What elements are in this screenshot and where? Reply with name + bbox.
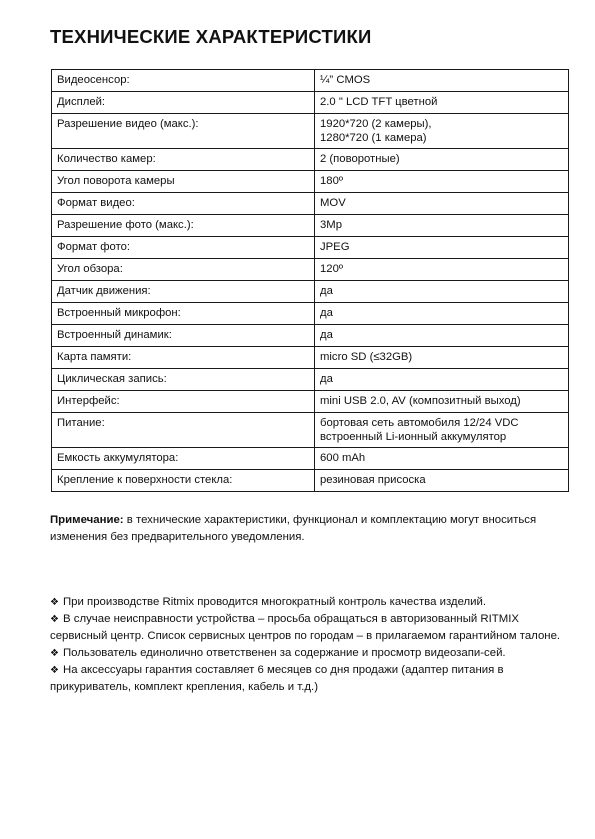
spec-key: Встроенный микрофон: <box>52 303 315 325</box>
warranty-bullet-item <box>50 594 572 611</box>
spec-value: JPEG <box>315 237 569 259</box>
spec-value: да <box>315 325 569 347</box>
warranty-bullet-item <box>50 662 572 695</box>
spec-key: Видеосенсор: <box>52 70 315 92</box>
spec-key: Формат фото: <box>52 237 315 259</box>
spec-row <box>52 114 569 149</box>
diamond-bullet-icon: ❖ <box>50 647 59 659</box>
spec-row <box>52 325 569 347</box>
spec-value: micro SD (≤32GB) <box>315 347 569 369</box>
spec-value: 2 (поворотные) <box>315 149 569 171</box>
spec-value: MOV <box>315 193 569 215</box>
warranty-bullet-list <box>50 594 572 695</box>
note-label: Примечание: <box>50 514 124 526</box>
spec-key: Карта памяти: <box>52 347 315 369</box>
spec-row <box>52 281 569 303</box>
spec-value: да <box>315 281 569 303</box>
spec-key: Угол поворота камеры <box>52 171 315 193</box>
spec-row <box>52 259 569 281</box>
spec-row <box>52 70 569 92</box>
spec-key: Формат видео: <box>52 193 315 215</box>
spec-value: 2.0 " LCD TFT цветной <box>315 92 569 114</box>
spec-key: Питание: <box>52 413 315 448</box>
spec-row <box>52 470 569 492</box>
spec-row <box>52 391 569 413</box>
spec-value: mini USB 2.0, AV (композитный выход) <box>315 391 569 413</box>
warranty-bullet-text: При производстве Ritmix проводится многократный контроль качества изделий. <box>63 596 487 608</box>
warranty-bullet-item <box>50 611 572 644</box>
spec-value: да <box>315 369 569 391</box>
spec-key: Крепление к поверхности стекла: <box>52 470 315 492</box>
spec-key: Угол обзора: <box>52 259 315 281</box>
spec-key: Разрешение фото (макс.): <box>52 215 315 237</box>
warranty-bullet-text: Пользователь единолично ответственен за содержание и просмотр видеозапи-сей. <box>63 646 506 659</box>
spec-row <box>52 171 569 193</box>
spec-key: Емкость аккумулятора: <box>52 448 315 470</box>
note-paragraph <box>50 512 570 545</box>
spec-value: ¼” CMOS <box>315 70 569 92</box>
spec-key: Циклическая запись: <box>52 369 315 391</box>
spec-key: Количество камер: <box>52 149 315 171</box>
spec-value: 600 mAh <box>315 448 569 470</box>
spec-key: Дисплей: <box>52 92 315 114</box>
spec-value: 120º <box>315 259 569 281</box>
spec-row <box>52 215 569 237</box>
spec-key: Встроенный динамик: <box>52 325 315 347</box>
spec-row <box>52 303 569 325</box>
spec-value: да <box>315 303 569 325</box>
spec-row <box>52 347 569 369</box>
specs-table-body <box>52 70 569 492</box>
specs-table <box>51 69 569 492</box>
spec-row <box>52 413 569 448</box>
spec-row <box>52 448 569 470</box>
spec-key: Датчик движения: <box>52 281 315 303</box>
spec-key: Разрешение видео (макс.): <box>52 114 315 149</box>
spec-row <box>52 369 569 391</box>
note-text: в технические характеристики, функционал и комплектацию могут вноситься изменения без предварительного уведомления. <box>50 514 537 543</box>
spec-row <box>52 92 569 114</box>
spec-key: Интерфейс: <box>52 391 315 413</box>
spec-value: бортовая сеть автомобиля 12/24 VDC встроенный Li-ионный аккумулятор <box>315 413 569 448</box>
diamond-bullet-icon: ❖ <box>50 664 59 676</box>
diamond-bullet-icon: ❖ <box>50 597 59 608</box>
warranty-bullet-text: В случае неисправности устройства – просьба обращаться в авторизованный RITMIX сервисный центр. Список сервисных центров по городам – в прилагаемом гарантийном талоне. <box>50 613 561 643</box>
spec-value: 1920*720 (2 камеры), 1280*720 (1 камера) <box>315 114 569 149</box>
warranty-bullet-item <box>50 645 572 662</box>
spec-row <box>52 193 569 215</box>
spec-row <box>52 237 569 259</box>
spec-value: 180º <box>315 171 569 193</box>
warranty-bullet-text: На аксессуары гарантия составляет 6 месяцев со дня продажи (адаптер питания в прикуриватель, комплект крепления, кабель и т.д.) <box>50 663 504 694</box>
diamond-bullet-icon: ❖ <box>50 614 59 626</box>
spec-value: резиновая присоска <box>315 470 569 492</box>
spec-row <box>52 149 569 171</box>
page-title: ТЕХНИЧЕСКИЕ ХАРАКТЕРИСТИКИ <box>50 26 372 47</box>
spec-value: 3Mp <box>315 215 569 237</box>
